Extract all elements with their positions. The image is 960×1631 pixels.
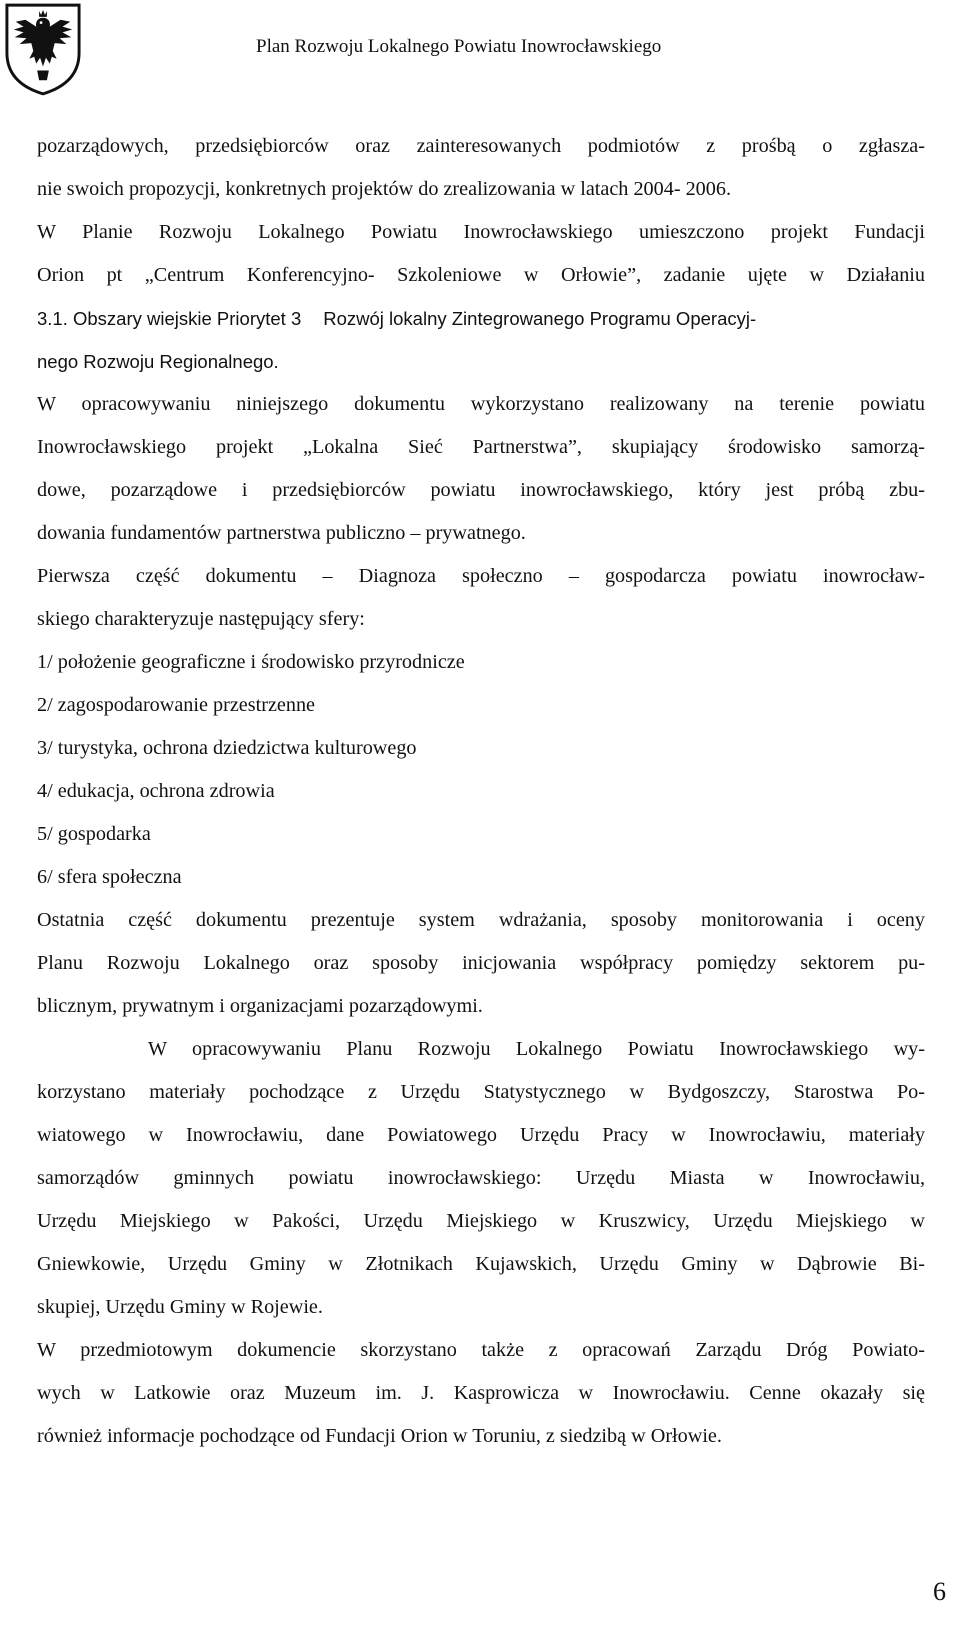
text-line: samorządów gminnych powiatu inowrocławskiego: Urzędu Miasta w Inowrocławiu, [37, 1167, 925, 1189]
document-body [37, 125, 925, 1458]
text-line: Pierwsza część dokumentu – Diagnoza społeczno – gospodarcza powiatu inowrocław- [37, 565, 925, 587]
text-line: pozarządowych, przedsiębiorców oraz zainteresowanych podmiotów z prośbą o zgłasza- [37, 135, 925, 157]
text-line: W przedmiotowym dokumencie skorzystano także z opracowań Zarządu Dróg Powiato- [37, 1339, 925, 1361]
text-line: Ostatnia część dokumentu prezentuje system wdrażania, sposoby monitorowania i oceny [37, 909, 925, 931]
text-line: nego Rozwoju Regionalnego. [37, 351, 279, 372]
list-item: 5/ gospodarka [37, 823, 151, 845]
text-line: również informacje pochodzące od Fundacji Orion w Toruniu, z siedzibą w Orłowie. [37, 1425, 722, 1447]
page-number: 6 [933, 1577, 946, 1606]
text-fragment: 3.1. Obszary wiejskie Priorytet 3 [37, 308, 302, 329]
text-line: nie swoich propozycji, konkretnych projektów do zrealizowania w latach 2004- 2006. [37, 178, 732, 200]
list-item: 1/ położenie geograficzne i środowisko przyrodnicze [37, 651, 465, 673]
running-header-title: Plan Rozwoju Lokalnego Powiatu Inowrocławskiego [256, 36, 662, 57]
text-line: W Planie Rozwoju Lokalnego Powiatu Inowrocławskiego umieszczono projekt Fundacji [37, 221, 925, 243]
text-line: Orion pt „Centrum Konferencyjno- Szkoleniowe w Orłowie”, zadanie ujęte w Działaniu [37, 264, 925, 286]
text-line: wiatowego w Inowrocławiu, dane Powiatowego Urzędu Pracy w Inowrocławiu, materiały [37, 1124, 925, 1146]
text-line: Gniewkowie, Urzędu Gminy w Złotnikach Kujawskich, Urzędu Gminy w Dąbrowie Bi- [37, 1253, 925, 1275]
text-line: wych w Latkowie oraz Muzeum im. J. Kasprowicza w Inowrocławiu. Cenne okazały się [37, 1382, 925, 1404]
text-line: W opracowywaniu Planu Rozwoju Lokalnego Powiatu Inowrocławskiego wy- [148, 1038, 925, 1060]
text-fragment: Rozwój lokalny Zintegrowanego Programu Operacyj- [323, 308, 757, 329]
text-line: Urzędu Miejskiego w Pakości, Urzędu Miejskiego w Kruszwicy, Urzędu Miejskiego w [37, 1210, 925, 1232]
text-line: korzystano materiały pochodzące z Urzędu Statystycznego w Bydgoszczy, Starostwa Po- [37, 1081, 925, 1103]
list-item: 3/ turystyka, ochrona dziedzictwa kulturowego [37, 737, 417, 759]
text-line [37, 297, 925, 340]
text-line: skiego charakteryzuje następujący sfery: [37, 608, 365, 630]
list-item: 6/ sfera społeczna [37, 866, 182, 888]
text-line: W opracowywaniu niniejszego dokumentu wykorzystano realizowany na terenie powiatu [37, 393, 925, 415]
text-line: dowania fundamentów partnerstwa publiczno – prywatnego. [37, 522, 526, 544]
text-line: skupiej, Urzędu Gminy w Rojewie. [37, 1296, 323, 1318]
list-item: 2/ zagospodarowanie przestrzenne [37, 694, 316, 716]
text-line: blicznym, prywatnym i organizacjami pozarządowymi. [37, 995, 483, 1017]
text-line: dowe, pozarządowe i przedsiębiorców powiatu inowrocławskiego, który jest próbą zbu- [37, 479, 925, 501]
text-line: Planu Rozwoju Lokalnego oraz sposoby inicjowania współpracy pomiędzy sektorem pu- [37, 952, 925, 974]
list-item: 4/ edukacja, ochrona zdrowia [37, 780, 275, 802]
text-line: Inowrocławskiego projekt „Lokalna Sieć Partnerstwa”, skupiający środowisko samorzą- [37, 436, 925, 458]
coat-of-arms-icon [4, 2, 82, 96]
